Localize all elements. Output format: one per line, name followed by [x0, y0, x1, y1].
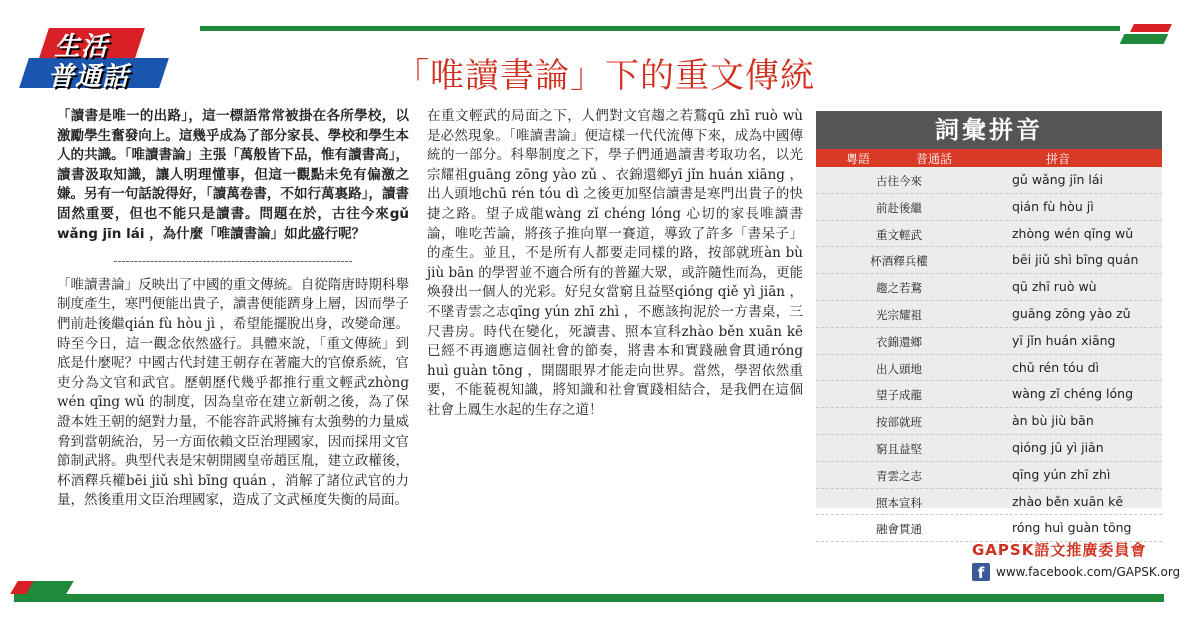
- vocabulary-row: [816, 301, 1162, 328]
- section-separator: -----------------------------------------------------------: [113, 254, 353, 269]
- vocabulary-word: 出人頭地: [876, 361, 922, 376]
- vocabulary-heading: 詞彙拼音: [816, 111, 1162, 149]
- vocabulary-pinyin: àn bù jiù bān: [1012, 413, 1094, 429]
- vocabulary-pinyin: qū zhī ruò wù: [1012, 279, 1097, 295]
- vocabulary-word: 望子成龍: [876, 388, 922, 403]
- vocabulary-word: 青雲之志: [876, 468, 922, 483]
- body-paragraph-2: 在重文輕武的局面之下，人們對文官趨之若鶩qū zhī ruò wù 是必然現象。「唯讀書論」便這樣一代代流傳下來，成為中國傳統的一部分。科舉制度之下，學子們通過讀書考取功名，以光宗耀祖guāng zōng yào zǔ 、衣錦還鄉yī jǐn huán xiāng ，出人頭地chū rén tóu dì 之後更加堅信讀書是寒門出貴子的快捷之路。望子成龍wàng zǐ chéng lóng 心切的家長唯讀書論，唯吃苦論，將孩子推向單一賽道，導致了許多「書呆子」的產生。並且，不是所有人都要走同樣的路，按部就班àn bù jiù bān 的學習並不適合所有的普羅大眾，或許隨性而為，更能煥發出一個人的光彩。好兒女當窮且益堅qióng qiě yì jiān ，不墜青雲之志qīng yún zhī zhì ，不應該拘泥於一方書桌，三尺書房。時代在變化，死讀書、照本宣科zhào běn xuān kē 已經不再適應這個社會的節奏，將書本和實踐融會貫通róng huì guàn tōng ，開闊眼界才能走向世界。當然，學習依然重要，不能藐視知識，將知識和社會實踐相結合，是我們在這個社會上鳳生水起的生存之道！: [427, 108, 803, 418]
- vocabulary-pinyin: qián fù hòu jì: [1012, 198, 1094, 214]
- vocabulary-word: 光宗耀祖: [876, 307, 922, 322]
- vocabulary-pinyin: gǔ wǎng jīn lái: [1012, 172, 1103, 187]
- bottom-stripe-green-accent: [26, 581, 74, 594]
- vocabulary-row: [816, 167, 1162, 194]
- vocabulary-list: [816, 167, 1162, 542]
- bottom-stripe: [14, 594, 1164, 602]
- vocabulary-word: 融會貫通: [876, 522, 922, 537]
- vocabulary-box: [816, 111, 1162, 537]
- vocabulary-pinyin: qīng yún zhī zhì: [1012, 466, 1111, 482]
- column-header-putonghua: 普通話: [916, 152, 953, 166]
- vocabulary-row: [816, 355, 1162, 382]
- vocabulary-pinyin: chū rén tóu dì: [1012, 359, 1099, 375]
- vocabulary-word: 杯酒釋兵權: [870, 254, 928, 269]
- vocabulary-row: [816, 408, 1162, 435]
- article-column-2: [427, 107, 803, 421]
- vocabulary-word: 古往今來: [876, 174, 922, 188]
- vocabulary-pinyin: bēi jiǔ shì bīng quán: [1012, 252, 1139, 268]
- vocabulary-word: 窮且益堅: [876, 441, 922, 456]
- intro-paragraph: 「讀書是唯一的出路」，這一標語常常被掛在各所學校，以激勵學生奮發向上。這幾乎成為了部分家長、學校和學生本人的共識。「唯讀書論」主張「萬般皆下品，惟有讀書高」，讀書汲取知識，讓人明理懂事，但這一觀點未免有偏激之嫌。另有一句話說得好，「讀萬卷書，不如行萬裏路」，讀書固然重要，但也不能只是讀書。問題在於，古往今來gǔ wǎng jīn lái ，為什麼「唯讀書論」如此盛行呢？: [57, 108, 409, 242]
- facebook-link[interactable]: www.facebook.com/GAPSK.org: [996, 565, 1181, 579]
- vocabulary-pinyin: róng huì guàn tōng: [1012, 520, 1132, 536]
- vocabulary-row: [816, 274, 1162, 301]
- top-stripe-red-accent: [1130, 24, 1172, 32]
- logo-line-1: 生活: [54, 32, 109, 62]
- logo-line-2: 普通話: [48, 62, 130, 92]
- vocabulary-pinyin: zhào běn xuān kē: [1012, 493, 1124, 509]
- vocabulary-word: 照本宣科: [876, 495, 922, 510]
- vocabulary-row: [816, 462, 1162, 489]
- organization-name: GAPSK語文推廣委員會: [972, 541, 1147, 559]
- vocabulary-column-header: [816, 149, 1162, 167]
- vocabulary-word: 重文輕武: [876, 227, 922, 242]
- vocabulary-word: 按部就班: [876, 415, 922, 430]
- column-logo: [14, 18, 164, 90]
- vocabulary-pinyin: guāng zōng yào zǔ: [1012, 305, 1131, 321]
- column-header-pinyin: 拼音: [1046, 152, 1071, 166]
- article-column-1: [57, 107, 409, 511]
- vocabulary-word: 趨之若鶩: [876, 281, 922, 296]
- top-stripe: [200, 26, 1120, 31]
- vocabulary-pinyin: qióng jū yì jiān: [1012, 439, 1104, 455]
- vocabulary-row: [816, 489, 1162, 516]
- vocabulary-word: 衣錦還鄉: [876, 334, 922, 349]
- article-title: 「唯讀書論」下的重文傳統: [395, 56, 815, 96]
- column-header-yue: 粵語: [846, 152, 871, 166]
- vocabulary-row: [816, 247, 1162, 274]
- vocabulary-pinyin: yī jǐn huán xiāng: [1012, 332, 1116, 348]
- vocabulary-row: [816, 435, 1162, 462]
- facebook-icon[interactable]: f: [972, 563, 990, 581]
- body-paragraph-1: 「唯讀書論」反映出了中國的重文傳統。自從隋唐時期科舉制度產生，寒門便能出貴子，讀書便能躋身上層，因而學子們前赴後繼qián fù hòu jì ，希望能擺脫出身，改變命運。時至今日，這一觀念依然盛行。具體來說，「重文傳統」到底是什麼呢？中國古代封建王朝存在著龐大的官僚系統，官吏分為文官和武官。歷朝歷代幾乎都推行重文輕武zhòng wén qīng wǔ 的制度，因為皇帝在建立新朝之後，為了保證本姓王朝的絕對力量，不能容許武將擁有太強勢的力量威脅到當朝統治，另一方面依賴文臣治理國家，因而採用文官節制武將。典型代表是宋朝開國皇帝趙匡胤，建立政權後，杯酒釋兵權bēi jiǔ shì bīng quán ，消解了諸位武官的力量，然後重用文臣治理國家，造成了文武極度失衡的局面。: [57, 276, 409, 509]
- vocabulary-word: 前赴後繼: [876, 200, 922, 215]
- vocabulary-row: [816, 221, 1162, 248]
- vocabulary-row: [816, 194, 1162, 221]
- vocabulary-pinyin: zhòng wén qīng wǔ: [1012, 225, 1134, 241]
- top-stripe-green-accent: [1120, 34, 1169, 44]
- vocabulary-row: [816, 328, 1162, 355]
- vocabulary-row: [816, 381, 1162, 408]
- vocabulary-pinyin: wàng zǐ chéng lóng: [1012, 386, 1134, 402]
